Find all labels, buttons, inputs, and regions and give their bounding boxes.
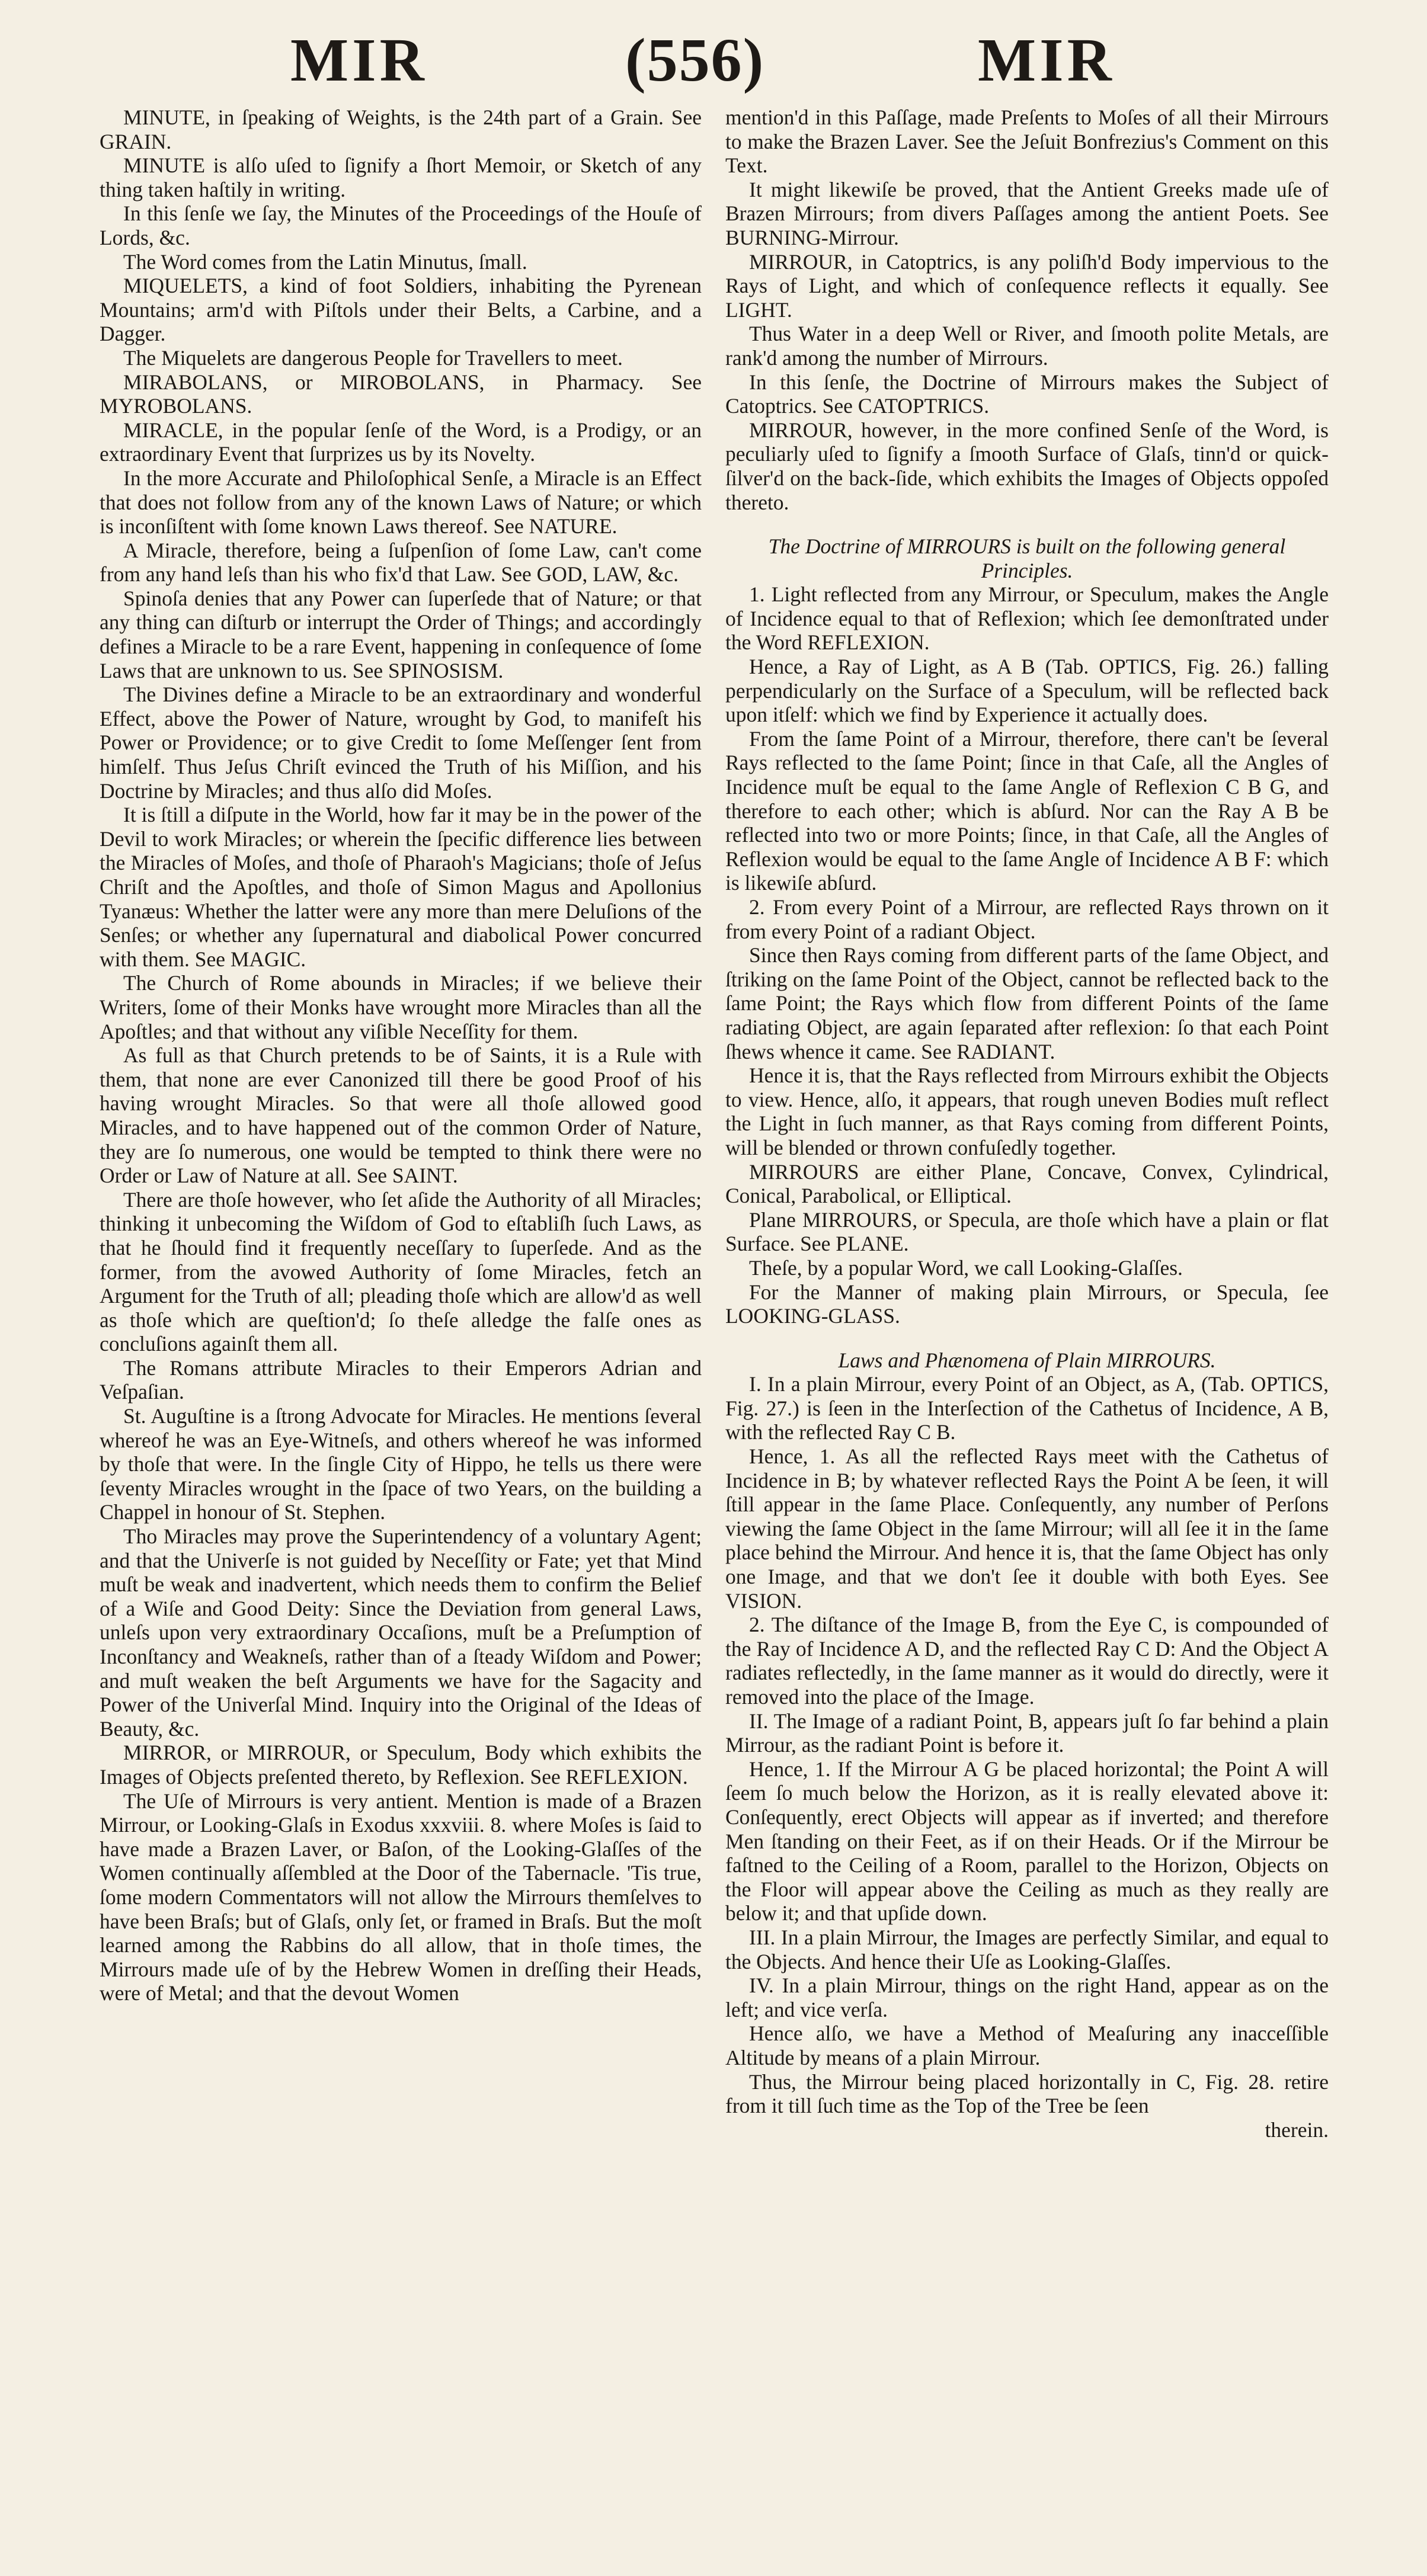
paragraph: II. The Image of a radiant Point, B, appears juſt ſo far behind a plain Mirrour, as the radiant Point is before it. [725,1709,1329,1757]
paragraph: Theſe, by a popular Word, we call Looking-Glaſſes. [749,1255,1183,1280]
paragraph: MIRROURS are either Plane, Concave, Convex, Cylindrical, Conical, Parabolical, or Elliptical. [725,1159,1329,1208]
paragraph: Hence alſo, we have a Method of Meaſuring any inacceſſible Altitude by means of a plain Mirrour. [725,2021,1329,2069]
paragraph: Since then Rays coming from different parts of the ſame Object, and ſtriking on the ſame Point of the Object, cannot be reflected back to the ſame Point; the Rays which flow from different Points of the ſame radiating Object, are again ſeparated after reflexion: ſo that each Point ſhews whence it came. See RADIANT. [725,943,1329,1063]
paragraph: Hence, 1. If the Mirrour A G be placed horizontal; the Point A will ſeem ſo much below the Horizon, as it is really elevated above it: Conſequently, erect Objects will appear as if inverted; and therefore Men ſtanding on their Feet, as if on their Heads. Or if the Mirrour be faſtned to the Ceiling of a Room, parallel to the Horizon, Objects on the Floor will appear above the Ceiling as much as they really are below it; and that upſide down. [725,1757,1329,1925]
paragraph: It is ſtill a diſpute in the World, how far it may be in the power of the Devil to work Miracles; or wherein the ſpecific difference lies between the Miracles of Moſes, and thoſe of Pharaoh's Magicians; thoſe of Jeſus Chriſt and the Apoſtles, and thoſe of Simon Magus and Apollonius Tyanæus: Whether the latter were any more than mere Deluſions of the Senſes; or whether any ſupernatural and diabolical Power concurred with them. See MAGIC. [100,803,702,971]
paragraph: Thus Water in a deep Well or River, and ſmooth polite Metals, are rank'd among the number of Mirrours. [725,322,1329,370]
paragraph: Plane MIRROURS, or Specula, are thoſe which have a plain or flat Surface. See PLANE. [725,1207,1329,1256]
entry-mirror: MIRROR, or MIRROUR, or Speculum, Body which exhibits the Images of Objects preſented thereto, by Reflexion. See REFLEXION. [100,1741,702,1789]
paragraph: The Church of Rome abounds in Miracles; if we believe their Writers, ſome of their Monks have wrought more Miracles than all the Apoſtles; and that without any viſible Neceſſity for them. [100,971,702,1043]
paragraph: I. In a plain Mirrour, every Point of an Object, as A, (Tab. OPTICS, Fig. 27.) is ſeen in the Interſection of the Cathetus of Incidence, A B, with the reflected Ray C B. [725,1372,1329,1444]
paragraph: In the more Accurate and Philoſophical Senſe, a Miracle is an Effect that does not follow from any of the known Laws of Nature; or which is inconſiſtent with ſome known Laws thereof. See NATURE. [100,466,702,539]
entry-mirabolans: MIRABOLANS, or MIROBOLANS, in Pharmacy. See MYROBOLANS. [100,370,702,418]
paragraph: Spinoſa denies that any Power can ſuperſede that of Nature; or that any thing can diſturb or interrupt the Order of Things; and accordingly defines a Miracle to be a rare Event, happening in conſequence of ſome Laws that are unknown to us. See SPINOSISM. [100,586,702,683]
paragraph: The Romans attribute Miracles to their Emperors Adrian and Veſpaſian. [100,1356,702,1404]
paragraph: IV. In a plain Mirrour, things on the right Hand, appear as on the left; and vice verſa. [725,1973,1329,2021]
paragraph: A Miracle, therefore, being a ſuſpenſion of ſome Law, can't come from any hand leſs than his who fix'd that Law. See GOD, LAW, &c. [100,538,702,587]
paragraph: The Word comes from the Latin Minutus, ſmall. [123,249,527,274]
paragraph: MIRROUR, however, in the more confined Senſe of the Word, is peculiarly uſed to ſignify a ſmooth Surface of Glaſs, tinn'd or quick-ſilver'd on the back-ſide, which exhibits the Images of Objects oppoſed thereto. [725,418,1329,514]
running-head-right: MIR [978,26,1115,94]
paragraph: It might likewiſe be proved, that the Antient Greeks made uſe of Brazen Mirrours; from divers Paſſages among the antient Poets. See BURNING-Mirrour. [725,177,1329,249]
paragraph: MIRROUR, in Catoptrics, is any poliſh'd Body impervious to the Rays of Light, and which of conſequence reflects it equally. See LIGHT. [725,249,1329,322]
page-number: (556) [625,26,765,94]
paragraph: Hence, a Ray of Light, as A B (Tab. OPTICS, Fig. 26.) falling perpendicularly on the Surface of a Speculum, will be reflected back upon itſelf: which we find by Experience it actually does. [725,655,1329,727]
entry-minute-memoir: MINUTE is alſo uſed to ſignify a ſhort Memoir, or Sketch of any thing taken haſtily in writing. [100,153,702,201]
entry-miquelets: MIQUELETS, a kind of foot Soldiers, inhabiting the Pyrenean Mountains; arm'd with Piſtols under their Belts, a Carbine, and a Dagger. [100,274,702,346]
paragraph: For the Manner of making plain Mirrours, or Specula, ſee LOOKING-GLASS. [725,1280,1329,1328]
section-heading-laws: Laws and Phænomena of Plain MIRROURS. [838,1348,1216,1372]
paragraph: In this ſenſe, the Doctrine of Mirrours makes the Subject of Catoptrics. See CATOPTRICS. [725,370,1329,418]
paragraph: 2. The diſtance of the Image B, from the Eye C, is compounded of the Ray of Incidence A D, and the reflected Ray C D: And the Object A radiates reflectedly, in the ſame manner as it would do directly, were it removed into the place of the Image. [725,1613,1329,1709]
paragraph: 2. From every Point of a Mirrour, are reflected Rays thrown on it from every Point of a radiant Object. [725,895,1329,943]
paragraph: St. Auguſtine is a ſtrong Advocate for Miracles. He mentions ſeveral whereof he was an Eye-Witneſs, and others whereof he was informed by thoſe that were. In the ſingle City of Hippo, he tells us there were ſeventy Miracles wrought in the ſpace of two Years, on the building a Chappel in honour of St. Stephen. [100,1404,702,1524]
right-column [725,105,1329,2142]
paragraph: From the ſame Point of a Mirrour, therefore, there can't be ſeveral Rays reflected to the ſame Point; ſince in that Caſe, all the Angles of Incidence muſt be equal to the ſame Angle of Reflexion C B G, and therefore to each other; which is abſurd. Nor can the Ray A B be reflected into two or more Points; ſince, in that Caſe, all the Angles of Reflexion would be equal to the ſame Angle of Incidence A B F: which is likewiſe abſurd. [725,726,1329,895]
paragraph: Thus, the Mirrour being placed horizontally in C, Fig. 28. retire from it till ſuch time as the Top of the Tree be ſeen [725,2069,1329,2118]
paragraph: The Miquelets are dangerous People for Travellers to meet. [123,345,623,370]
paragraph: III. In a plain Mirrour, the Images are perfectly Similar, and equal to the Objects. And hence their Uſe as Looking-Glaſſes. [725,1925,1329,1973]
left-column [100,105,702,2005]
running-head-left: MIR [290,26,428,94]
paragraph: In this ſenſe we ſay, the Minutes of the Proceedings of the Houſe of Lords, &c. [100,201,702,249]
paragraph: The Divines define a Miracle to be an extraordinary and wonderful Effect, above the Power of Nature, wrought by God, to manifeſt his Power or Providence; or to give Credit to ſome Meſſenger ſent from himſelf. Thus Jeſus Chriſt evinced the Truth of his Miſſion, and his Doctrine by Miracles; and thus alſo did Moſes. [100,683,702,803]
paragraph: mention'd in this Paſſage, made Preſents to Moſes of all their Mirrours to make the Brazen Laver. See the Jeſuit Bonfrezius's Comment on this Text. [725,105,1329,178]
section-heading-doctrine: The Doctrine of MIRROURS is built on the following general Principles. [768,534,1286,582]
paragraph: The Uſe of Mirrours is very antient. Mention is made of a Brazen Mirrour, or Looking-Glaſs in Exodus xxxviii. 8. where Moſes is ſaid to have made a Brazen Laver, or Baſon, of the Looking-Glaſſes of the Women continually aſſembled at the Door of the Tabernacle. 'Tis true, ſome modern Commentators will not allow the Mirrours themſelves to have been Braſs; but of Glaſs, only ſet, or framed in Braſs. But the moſt learned among the Rabbins do all allow, that in thoſe times, the Mirrours made uſe of by the Hebrew Women in dreſſing their Heads, were of Metal; and that the devout Women [100,1789,702,2005]
paragraph: Hence, 1. As all the reflected Rays meet with the Cathetus of Incidence in B; by whatever reflected Rays the Point A be ſeen, it will ſtill appear in the ſame Place. Conſequently, any number of Perſons viewing the ſame Object in the ſame Mirrour; will all ſee it in the ſame place behind the Mirrour. And hence it is, that the ſame Object has only one Image, and that we don't ſee it double with both Eyes. See VISION. [725,1444,1329,1613]
paragraph: Hence it is, that the Rays reflected from Mirrours exhibit the Objects to view. Hence, alſo, it appears, that rough uneven Bodies muſt reflect the Light in ſuch manner, as that Rays coming from different Points, will be blended or thrown confuſedly together. [725,1063,1329,1159]
entry-miracle: MIRACLE, in the popular ſenſe of the Word, is a Prodigy, or an extraordinary Event that ſurprizes us by its Novelty. [100,418,702,466]
entry-minute-weight: MINUTE, in ſpeaking of Weights, is the 24th part of a Grain. See GRAIN. [100,105,702,153]
paragraph: 1. Light reflected from any Mirrour, or Speculum, makes the Angle of Incidence equal to that of Reflexion; which ſee demonſtrated under the Word REFLEXION. [725,582,1329,655]
paragraph: As full as that Church pretends to be of Saints, it is a Rule with them, that none are ever Canonized till there be good Proof of his having wrought Miracles. So that were all thoſe allowed good Miracles, and to have happened out of the common Order of Nature, they are ſo numerous, one would be tempted to think there were no Order or Law of Nature at all. See SAINT. [100,1043,702,1188]
paragraph: There are thoſe however, who ſet aſide the Authority of all Miracles; thinking it unbecoming the Wiſdom of God to eſtabliſh ſuch Laws, as that he ſhould find it frequently neceſſary to ſuperſede. And as the former, from the avowed Authority of ſome Miracles, fetch an Argument for the Truth of all; pleading thoſe which are allow'd as well as thoſe which are queſtion'd; ſo theſe alledge the falſe ones as concluſions againſt them all. [100,1187,702,1356]
final-word: therein. [1265,2117,1329,2142]
paragraph: Tho Miracles may prove the Superintendency of a voluntary Agent; and that the Univerſe is not guided by Neceſſity or Fate; yet that Mind muſt be weak and inadvertent, which needs them to confirm the Belief of a Wiſe and Good Deity: Since the Deviation from general Laws, unleſs upon very extraordinary Occaſions, muſt be a Preſumption of Inconſtancy and Weakneſs, rather than of a ſteady Wiſdom and Power; and muſt weaken the beſt Arguments we have for the Sagacity and Power of the Univerſal Mind. Inquiry into the Original of the Ideas of Beauty, &c. [100,1524,702,1741]
